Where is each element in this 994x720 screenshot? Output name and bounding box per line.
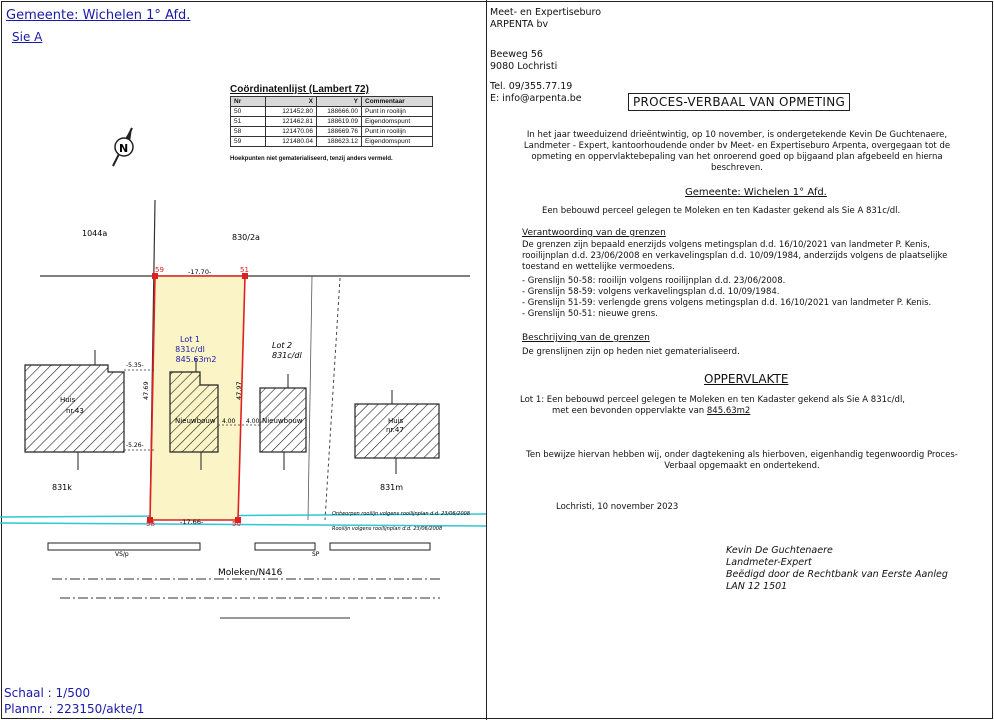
point-59: 59	[155, 266, 164, 274]
lot1-label: Lot 1	[180, 335, 200, 344]
huis43-nr: nr.43	[66, 407, 84, 415]
pv-verantwoording-text: De grenzen zijn bepaald enerzijds volgens metingsplan d.d. 16/10/2021 van landmeter P. Kenis, rooilijnplan d.d. 23/06/2008 en verkavelingsplan d.d. 10/09/1984, anderzijds volgens de plaatselijke toestand en wettelijke vermoedens.	[522, 240, 948, 272]
plan-number: Plannr. : 223150/akte/1	[4, 702, 145, 716]
road-fixtures	[48, 543, 430, 550]
pv-bullet-3: - Grenslijn 51-59: verlengde grens volgens metingsplan d.d. 16/10/2021 van landmeter P. Kenis.	[522, 298, 932, 308]
office-tel: Tel. 09/355.77.19	[490, 81, 573, 92]
pv-oppervlakte-title: OPPERVLAKTE	[704, 372, 789, 386]
parcel-831k: 831k	[52, 483, 72, 492]
point-50: 50	[232, 520, 241, 528]
nieuwbouw-2: Nieuwbouw	[262, 417, 303, 425]
pv-beschrijving-title: Beschrijving van de grenzen	[522, 333, 650, 343]
coords-cell: 121452.80	[266, 107, 317, 117]
street-name: Moleken/N416	[218, 568, 283, 578]
huis47-nr: nr.47	[386, 426, 404, 434]
point-58: 58	[146, 520, 155, 528]
coords-title: Coördinatenlijst (Lambert 72)	[230, 84, 369, 95]
sheet-divider	[486, 0, 487, 720]
rooilijn-note-2: Rooilijn volgens rooilijnplan d.d. 23/06/2008	[332, 526, 443, 532]
survey-plan	[0, 0, 486, 720]
plan-gemeente-title: Gemeente: Wichelen 1° Afd.	[6, 8, 191, 23]
rooilijn-note-1: Ontworpen rooilijn volgens rooilijnplan d.d. 23/06/2008	[332, 511, 471, 517]
dist-right: 47.97	[235, 381, 243, 400]
point-51: 51	[240, 266, 249, 274]
pv-verantwoording-title: Verantwoording van de grenzen	[522, 228, 666, 238]
coords-note: Hoekpunten niet gematerialiseerd, tenzij anders vermeld.	[230, 156, 393, 162]
office-street: Beeweg 56	[490, 49, 543, 60]
coords-col-x: X	[266, 97, 317, 107]
lot1-cadastre: 831c/dl	[175, 345, 205, 354]
north-arrow-icon	[113, 128, 133, 166]
sign-name: Kevin De Guchtenaere	[726, 545, 833, 556]
dist-top: -17.70-	[188, 268, 212, 276]
coords-cell: 188619.09	[317, 117, 362, 127]
lot2-cadastre: 831c/dl	[272, 351, 302, 360]
coords-cell: 121470.06	[266, 127, 317, 137]
coords-cell: 50	[231, 107, 266, 117]
vs-label: VS/p	[115, 551, 129, 558]
dist-535: -5.35-	[126, 362, 144, 369]
pv-place-date: Lochristi, 10 november 2023	[556, 502, 679, 512]
lot1-area: 845.63m2	[175, 355, 217, 364]
coords-col-y: Y	[317, 97, 362, 107]
pv-lot1-line2: met een bevonden oppervlakte van	[552, 406, 705, 416]
huis43-label: Huis	[60, 396, 76, 404]
office-line1: Meet- en Expertiseburo	[490, 7, 602, 18]
coords-cell: 51	[231, 117, 266, 127]
huis47-label: Huis	[388, 417, 404, 425]
boundary-line	[325, 278, 340, 520]
pv-beschrijving-text: De grenslijnen zijn op heden niet gematerialiseerd.	[522, 347, 740, 357]
plan-scale: Schaal : 1/500	[4, 686, 91, 700]
lot2-label: Lot 2	[272, 341, 293, 350]
coords-cell: Punt in rooilijn	[362, 107, 433, 117]
coords-cell: 121480.04	[266, 137, 317, 147]
pv-bullet-1: - Grenslijn 50-58: rooilijn volgens rooilijnplan d.d. 23/06/2008.	[522, 276, 786, 286]
pv-lot1-line2-wrap	[552, 406, 750, 416]
coords-col-nr: Nr	[231, 97, 266, 107]
coords-cell: Eigendomspunt	[362, 137, 433, 147]
plan-sectie: Sie A	[12, 30, 43, 44]
pv-bullet-4: - Grenslijn 50-51: nieuwe grens.	[522, 309, 658, 319]
pv-gemeente: Gemeente: Wichelen 1° Afd.	[685, 187, 827, 198]
office-email: E: info@arpenta.be	[490, 93, 582, 104]
dist-400a: 4.00	[222, 418, 236, 425]
coords-cell: 59	[231, 137, 266, 147]
coords-cell: 121462.81	[266, 117, 317, 127]
coords-col-comment: Commentaar	[362, 97, 433, 107]
pv-lot1-line1: Lot 1: Een bebouwd perceel gelegen te Moleken en ten Kadaster gekend als Sie A 831c/dl,	[520, 395, 906, 405]
coords-cell: 188669.76	[317, 127, 362, 137]
coords-cell: 58	[231, 127, 266, 137]
office-line2: ARPENTA bv	[490, 19, 549, 30]
nieuwbouw-1: Nieuwbouw	[175, 417, 216, 425]
coords-cell: 188623.12	[317, 137, 362, 147]
pv-bullet-2: - Grenslijn 58-59: volgens verkavelingsplan d.d. 10/09/1984.	[522, 287, 780, 297]
parcel-1044a: 1044a	[82, 229, 108, 238]
dist-400b: 4.00	[246, 418, 260, 425]
office-city: 9080 Lochristi	[490, 61, 558, 72]
pv-title: PROCES-VERBAAL VAN OPMETING	[628, 93, 850, 111]
coords-cell: 188666.00	[317, 107, 362, 117]
pv-panel	[490, 0, 990, 720]
svg-text:N: N	[119, 142, 129, 155]
sign-lan: LAN 12 1501	[726, 581, 788, 592]
sign-title: Landmeter-Expert	[726, 557, 812, 568]
pv-intro: In het jaar tweeduizend drieëntwintig, op 10 november, is ondergetekende Kevin De Guchtenaere, Landmeter - Expert, kantoorhoudende onder bv Meet- en Expertiseburo Arpenta, overgegaan tot de opmeting en oppervlaktebepaling van het onroerend goed op bijgaand plan afgebeeld en hierna beschreven.	[523, 130, 951, 173]
pv-bewijze: Ten bewijze hiervan hebben wij, onder dagtekening als hierboven, eigenhandig tegenwoordig Proces-Verbaal opgemaakt en ondertekend.	[526, 450, 958, 471]
pv-perceel: Een bebouwd perceel gelegen te Moleken en ten Kadaster gekend als Sie A 831c/dl.	[542, 206, 901, 216]
boundary-line	[308, 276, 312, 520]
dist-526: -5.26-	[126, 442, 144, 449]
sp-label: SP	[312, 551, 320, 558]
parcel-831m: 831m	[380, 483, 404, 492]
parcel-830: 830/2a	[232, 233, 260, 242]
dist-bottom: -17.66-	[180, 518, 204, 526]
dist-left: 47.69	[142, 381, 150, 400]
coords-cell: Punt in rooilijn	[362, 127, 433, 137]
coords-cell: Eigendomspunt	[362, 117, 433, 127]
pv-lot1-area: 845.63m2	[706, 406, 751, 416]
sign-court: Beëdigd door de Rechtbank van Eerste Aanleg	[726, 569, 948, 580]
